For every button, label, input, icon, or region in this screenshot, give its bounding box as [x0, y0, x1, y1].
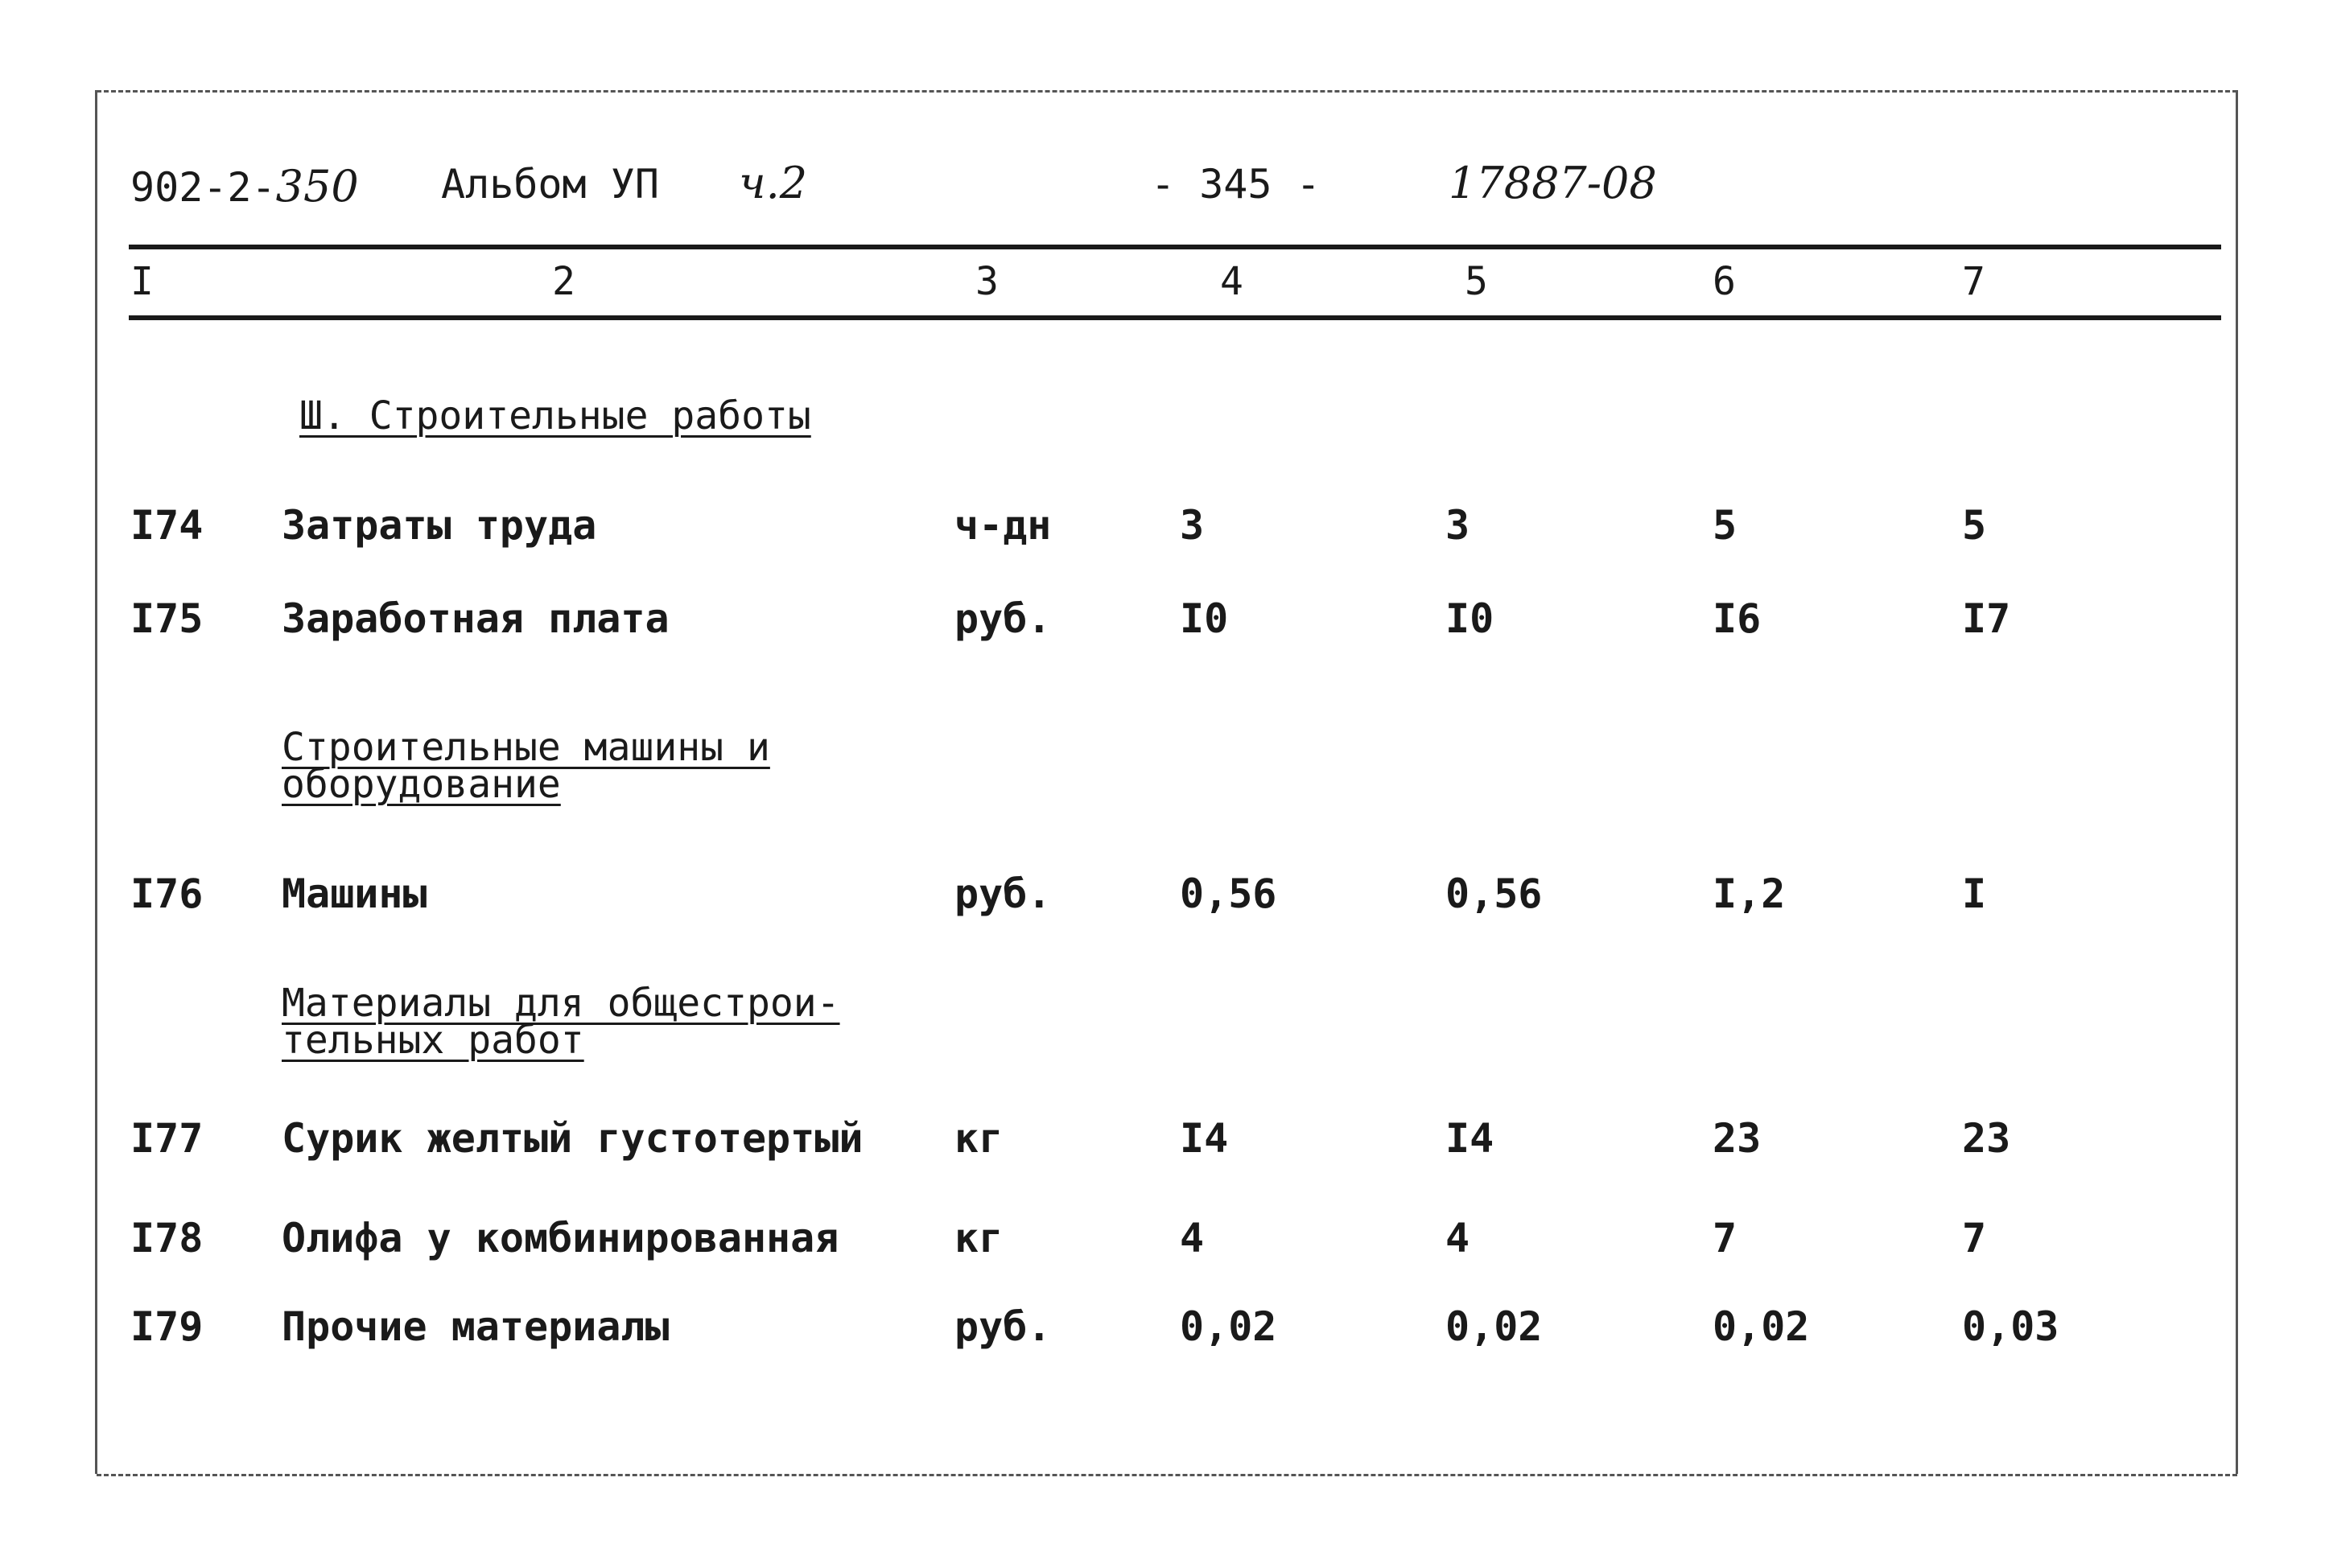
row-value-col5: 4	[1445, 1215, 1470, 1261]
section-title-materials	[282, 981, 840, 1063]
row-value-col6: 7	[1713, 1215, 1737, 1261]
header-rule-top	[129, 245, 2221, 249]
row-value-col4: I4	[1180, 1115, 1229, 1162]
row-unit: руб.	[954, 1303, 1052, 1350]
row-number: I76	[130, 870, 204, 917]
row-value-col6: 5	[1713, 502, 1737, 549]
column-number-1: I	[130, 259, 154, 304]
row-unit: кг	[954, 1115, 1004, 1162]
header-rule-bottom	[129, 315, 2221, 320]
row-value-col6: I6	[1713, 595, 1762, 642]
row-number: I79	[130, 1303, 204, 1350]
section-title-materials-line2: тельных работ	[282, 1018, 584, 1063]
row-value-col4: 3	[1180, 502, 1205, 549]
column-number-5: 5	[1465, 259, 1488, 304]
row-name: Сурик желтый густотертый	[282, 1115, 864, 1162]
row-value-col7: 0,03	[1962, 1303, 2059, 1350]
row-value-col5: I0	[1445, 595, 1494, 642]
row-unit: ч-дн	[954, 502, 1052, 549]
row-value-col7: I7	[1962, 595, 2011, 642]
row-name: Олифа у комбинированная	[282, 1215, 839, 1261]
row-number: I75	[130, 595, 204, 642]
column-number-2: 2	[552, 259, 575, 304]
document-code-prefix: 902-2-	[130, 164, 276, 211]
row-value-col4: 4	[1180, 1215, 1205, 1261]
document-code	[130, 161, 359, 212]
column-number-7: 7	[1962, 259, 1985, 304]
column-number-3: 3	[975, 259, 999, 304]
row-value-col5: 0,56	[1445, 870, 1543, 917]
row-name: Прочие материалы	[282, 1303, 670, 1350]
row-unit: руб.	[954, 595, 1052, 642]
frame-bottom-border	[97, 1474, 2237, 1476]
row-value-col6: 23	[1713, 1115, 1762, 1162]
row-value-col6: 0,02	[1713, 1303, 1810, 1350]
row-unit: кг	[954, 1215, 1004, 1261]
section-title-materials-line1: Материалы для общестрои-	[282, 981, 840, 1026]
row-number: I74	[130, 502, 204, 549]
row-value-col7: 7	[1962, 1215, 1987, 1261]
section-title-machines-line1: Строительные машины и	[282, 725, 770, 770]
row-name: Машины	[282, 870, 427, 917]
section-title-machines-line2: оборудование	[282, 762, 561, 807]
row-number: I77	[130, 1115, 204, 1162]
frame-left-border	[95, 90, 97, 1474]
row-number: I78	[130, 1215, 204, 1261]
album-label: Альбом УП	[441, 161, 659, 208]
row-value-col7: I	[1962, 870, 1987, 917]
row-name: Затраты труда	[282, 502, 597, 549]
page-number: - 345 -	[1151, 161, 1321, 208]
section-title-machines	[282, 725, 770, 807]
row-value-col5: I4	[1445, 1115, 1494, 1162]
row-name: Заработная плата	[282, 595, 670, 642]
column-number-6: 6	[1713, 259, 1736, 304]
row-value-col7: 23	[1962, 1115, 2011, 1162]
section-title-construction: Ш. Строительные работы	[299, 393, 811, 438]
row-value-col4: 0,02	[1180, 1303, 1277, 1350]
row-unit: руб.	[954, 870, 1052, 917]
row-value-col5: 3	[1445, 502, 1470, 549]
row-value-col6: I,2	[1713, 870, 1786, 917]
row-value-col7: 5	[1962, 502, 1987, 549]
document-code-suffix: 350	[275, 161, 359, 212]
frame-right-border	[2236, 90, 2238, 1474]
row-value-col5: 0,02	[1445, 1303, 1543, 1350]
column-number-4: 4	[1220, 259, 1243, 304]
row-value-col4: 0,56	[1180, 870, 1277, 917]
frame-top-border	[97, 90, 2237, 93]
row-value-col4: I0	[1180, 595, 1229, 642]
document-number: 17887-08	[1449, 158, 1657, 208]
part-label: ч.2	[739, 158, 808, 208]
